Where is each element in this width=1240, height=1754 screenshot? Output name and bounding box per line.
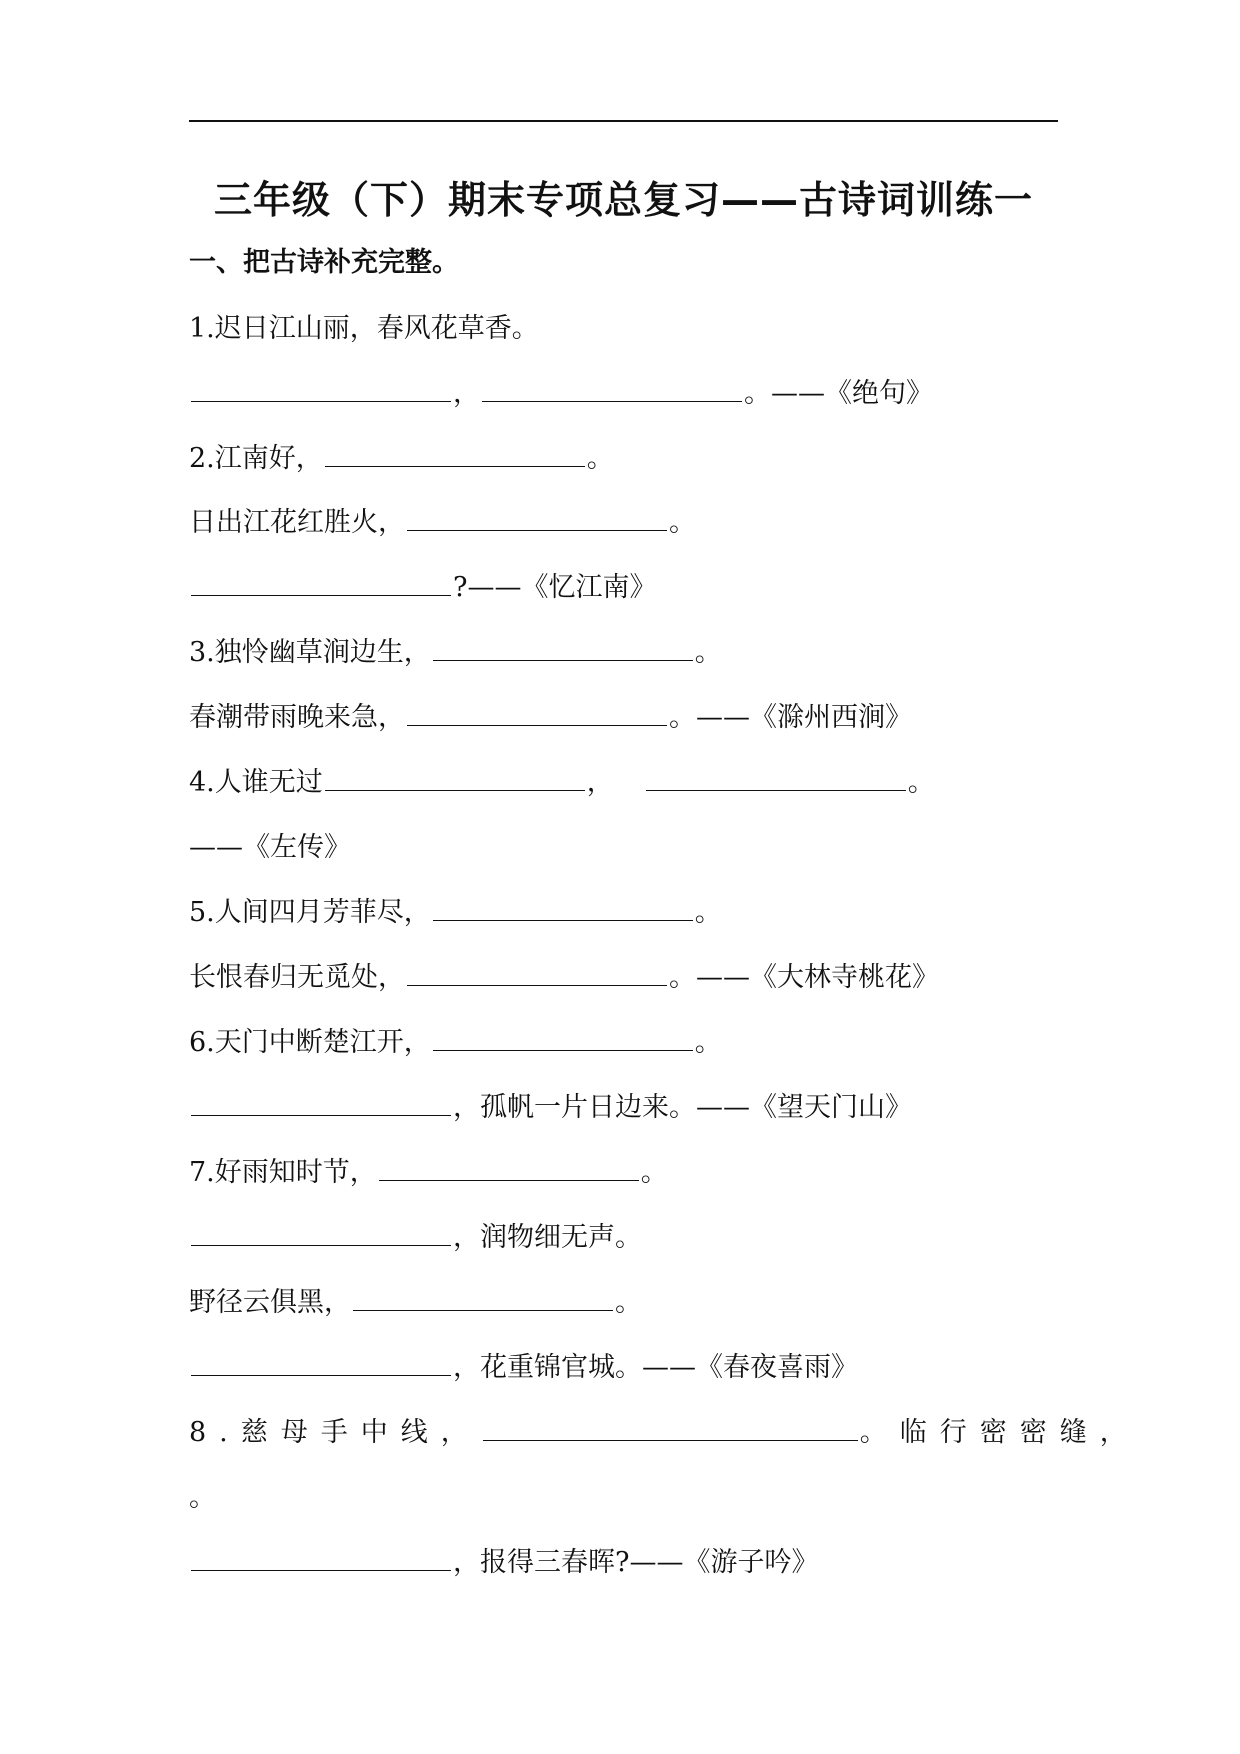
line-tail: 。 xyxy=(615,1287,642,1318)
poem-line xyxy=(189,1479,1069,1517)
line-head: 3.独怜幽草涧边生， xyxy=(189,637,431,668)
line-tail: 。 xyxy=(640,1157,668,1188)
line-tail: ，孤帆一片日边来。——《望天门山》 xyxy=(453,1092,912,1123)
poem-line xyxy=(189,375,1069,413)
poem-line xyxy=(189,1414,1140,1452)
poem-line xyxy=(189,699,1069,737)
line-tail: 。 xyxy=(694,637,722,668)
page-title: 三年级（下）期末专项总复习——古诗词训练一 xyxy=(213,178,1033,222)
line-head: 4.人谁无过 xyxy=(189,767,323,798)
line-tail: 。——《大林寺桃花》 xyxy=(669,962,939,993)
answer-blank[interactable] xyxy=(407,506,667,531)
line-separator: ， xyxy=(586,767,614,798)
answer-blank[interactable] xyxy=(353,1286,613,1311)
line-head: 野径云俱黑， xyxy=(189,1287,351,1318)
answer-blank[interactable] xyxy=(433,636,693,661)
poem-line xyxy=(189,1024,1069,1062)
line-tail: 。——《绝句》 xyxy=(744,378,933,409)
line-tail: 。 xyxy=(586,443,614,474)
line-tail: 。——《滁州西涧》 xyxy=(669,702,912,733)
poem-line xyxy=(189,1089,1069,1127)
line-text: ——《左传》 xyxy=(189,832,351,863)
top-rule xyxy=(189,120,1058,122)
answer-blank[interactable] xyxy=(191,1546,451,1571)
line-head: 8.慈母手中线， xyxy=(189,1417,481,1448)
line-tail: ，花重锦官城。——《春夜喜雨》 xyxy=(453,1352,858,1383)
answer-blank[interactable] xyxy=(407,961,667,986)
line-head: 2.江南好， xyxy=(189,443,323,474)
poem-line xyxy=(189,764,1069,802)
poem-line xyxy=(189,1284,1069,1322)
section-heading: 一、把古诗补充完整。 xyxy=(189,247,459,278)
line-tail: 。 xyxy=(694,897,722,928)
answer-blank[interactable] xyxy=(483,1416,858,1441)
line-head: 春潮带雨晚来急， xyxy=(189,702,405,733)
line-head: 6.天门中断楚江开， xyxy=(189,1027,431,1058)
line-head: 7.好雨知时节， xyxy=(189,1157,377,1188)
line-tail: ，报得三春晖?——《游子吟》 xyxy=(453,1547,819,1578)
answer-blank[interactable] xyxy=(433,1026,693,1051)
line-text: 。 xyxy=(189,1482,216,1513)
line-text: 1.迟日江山丽，春风花草香。 xyxy=(189,313,539,344)
line-tail: 。临行密密缝， xyxy=(859,1417,1140,1448)
poem-line xyxy=(189,310,1069,348)
line-tail: 。 xyxy=(669,507,696,538)
poem-line xyxy=(189,1544,1069,1582)
answer-blank[interactable] xyxy=(325,442,585,467)
answer-blank[interactable] xyxy=(482,377,742,402)
line-separator: ， xyxy=(453,378,480,409)
line-head: 5.人间四月芳菲尽， xyxy=(189,897,431,928)
answer-blank[interactable] xyxy=(191,377,451,402)
line-tail: ?——《忆江南》 xyxy=(453,572,657,603)
answer-blank[interactable] xyxy=(646,766,906,791)
answer-blank[interactable] xyxy=(433,896,693,921)
poem-line xyxy=(189,959,1069,997)
poem-line xyxy=(189,1349,1069,1387)
answer-blank[interactable] xyxy=(191,1091,451,1116)
poem-line xyxy=(189,829,1069,867)
poem-line xyxy=(189,894,1069,932)
line-tail: 。 xyxy=(694,1027,722,1058)
answer-blank[interactable] xyxy=(191,1351,451,1376)
poem-line xyxy=(189,440,1069,478)
poem-line xyxy=(189,1219,1069,1257)
line-head: 日出江花红胜火， xyxy=(189,507,405,538)
poem-line xyxy=(189,569,1069,607)
line-tail: ，润物细无声。 xyxy=(453,1222,642,1253)
poem-line xyxy=(189,504,1069,542)
answer-blank[interactable] xyxy=(379,1156,639,1181)
poem-line xyxy=(189,1154,1069,1192)
answer-blank[interactable] xyxy=(407,701,667,726)
answer-blank[interactable] xyxy=(325,766,585,791)
line-tail: 。 xyxy=(907,767,935,798)
answer-blank[interactable] xyxy=(191,571,451,596)
line-head: 长恨春归无觅处， xyxy=(189,962,405,993)
poem-line xyxy=(189,634,1069,672)
answer-blank[interactable] xyxy=(191,1221,451,1246)
